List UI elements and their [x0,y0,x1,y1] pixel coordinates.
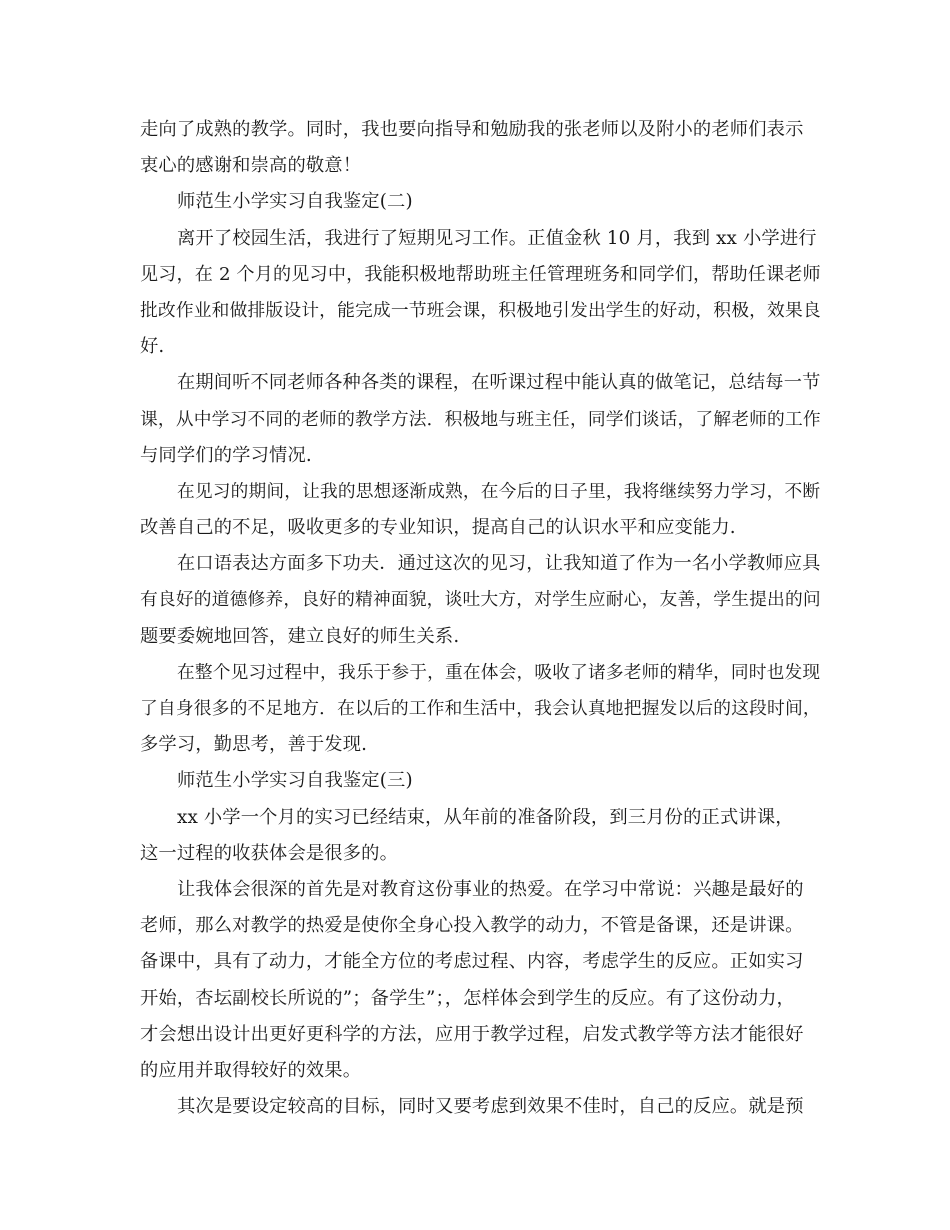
text-line: 老师，那么对教学的热爱是使你全身心投入教学的动力，不管是备课，还是讲课。 [140,915,804,937]
text-line: 多学习，勤思考，善于发现. [140,734,368,756]
text-line: 离开了校园生活，我进行了短期见习工作。正值金秋 10 月，我到 xx 小学进行 [177,227,817,249]
text-line: 有良好的道德修养，良好的精神面貌，谈吐大方，对学生应耐心，友善，学生提出的问 [140,590,821,611]
text-line: 这一过程的收获体会是很多的。 [140,842,399,864]
text-line: 与同学们的学习情况. [140,444,312,466]
text-line: 改善自己的不足，吸收更多的专业知识，提高自己的认识水平和应变能力. [140,517,736,539]
text-line: 才会想出设计出更好更科学的方法，应用于教学过程，启发式教学等方法才能很好 [140,1023,804,1045]
text-line: 在整个见习过程中，我乐于参于，重在体会，吸收了诸多老师的精华，同时也发现 [177,662,821,683]
text-line: 见习，在 2 个月的见习中，我能积极地帮助班主任管理班务和同学们，帮助任课老师 [140,263,821,285]
text-line: 备课中，具有了动力，才能全方位的考虑过程、内容，考虑学生的反应。正如实习 [140,951,804,973]
text-line: xx 小学一个月的实习已经结束，从年前的准备阶段，到三月份的正式讲课， [177,806,794,828]
text-line: 在见习的期间，让我的思想逐渐成熟，在今后的日子里，我将继续努力学习，不断 [177,481,821,502]
text-line: 在期间听不同老师各种各类的课程，在听课过程中能认真的做笔记，总结每一节 [177,372,821,394]
text-line: 的应用并取得较好的效果。 [140,1059,362,1081]
text-line: 课，从中学习不同的老师的教学方法．积极地与班主任，同学们谈话，了解老师的工作 [140,409,821,430]
text-line: 开始，杏坛副校长所说的”；备学生”；，怎样体会到学生的反应。有了这份动力， [140,987,795,1009]
text-line: 题要委婉地回答，建立良好的师生关系. [140,625,460,647]
text-line: 师范生小学实习自我鉴定(三) [177,770,413,792]
text-line: 好. [140,336,165,358]
text-line: 了自身很多的不足地方．在以后的工作和生活中，我会认真地把握发以后的这段时间， [140,699,821,719]
text-line: 师范生小学实习自我鉴定(二) [177,191,413,213]
text-line: 让我体会很深的首先是对教育这份事业的热爱。在学习中常说：兴趣是最好的 [177,878,804,900]
text-line: 其次是要设定较高的目标，同时又要考虑到效果不佳时，自己的反应。就是预 [177,1096,804,1118]
text-line: 走向了成熟的教学。同时，我也要向指导和勉励我的张老师以及附小的老师们表示 [140,119,804,140]
document-body [140,112,820,1125]
text-line: 在口语表达方面多下功夫．通过这次的见习，让我知道了作为一名小学教师应具 [177,553,821,575]
text-line: 批改作业和做排版设计，能完成一节班会课，积极地引发出学生的好动，积极，效果良 [140,300,821,321]
text-line: 衷心的感谢和崇高的敬意！ [140,155,362,177]
